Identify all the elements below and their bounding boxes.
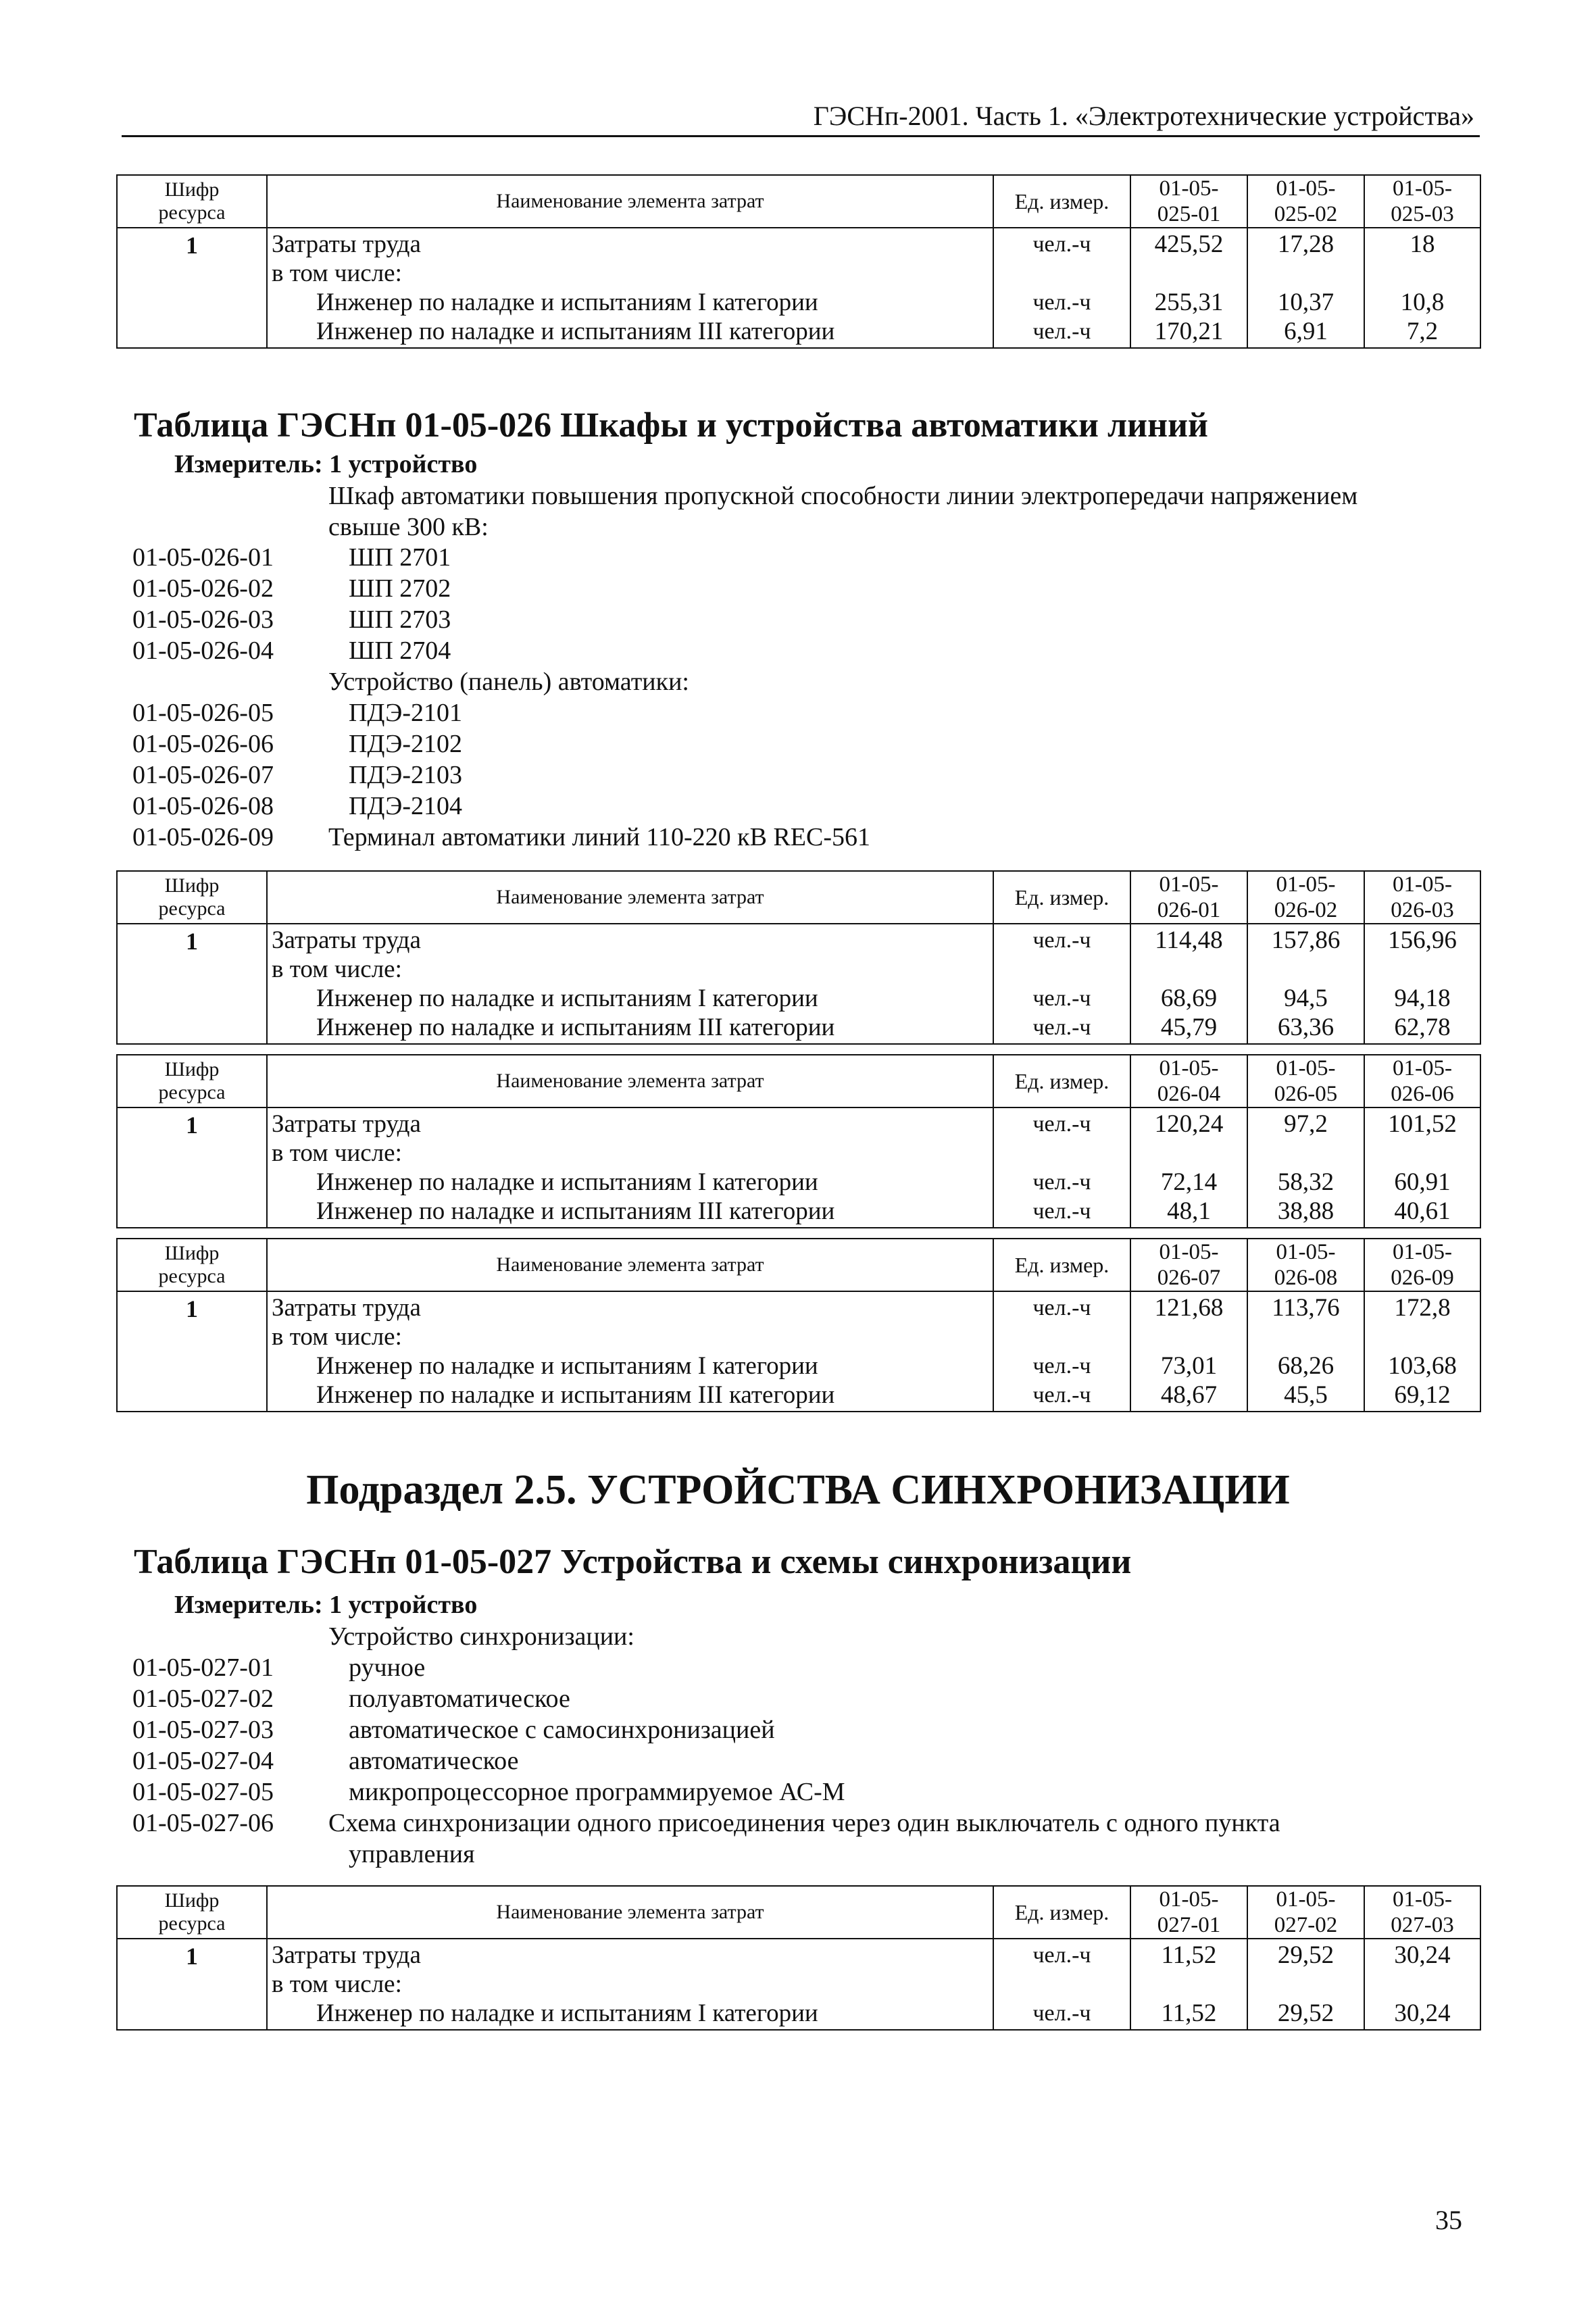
table-body-row <box>117 228 1480 348</box>
norm-table-027 <box>116 1885 1481 2031</box>
value-cells: 11,52 11,52 <box>1130 1939 1247 2030</box>
cost-element-names: Затраты труда в том числе: Инженер по наладке и испытаниям I категории Инженер по наладке и испытаниям III категории <box>267 924 993 1044</box>
item-code: 01-05-026-01 <box>132 543 274 572</box>
column-header-norm: 01-05- 026-08 <box>1247 1239 1364 1291</box>
column-header-norm: 01-05- 026-07 <box>1130 1239 1247 1291</box>
value-cells: 120,24 72,14 48,1 <box>1130 1107 1247 1228</box>
resource-code: 1 <box>117 1107 267 1228</box>
item-name: Схема синхронизации одного присоединения через один выключатель с одного пункта <box>328 1809 1280 1837</box>
column-header-norm: 01-05- 026-05 <box>1247 1055 1364 1107</box>
value-cells: 156,96 94,18 62,78 <box>1364 924 1480 1044</box>
item-name: ШП 2702 <box>349 574 451 603</box>
subheading: Устройство (панель) автоматики: <box>328 668 689 696</box>
table-header-row <box>117 1055 1480 1107</box>
item-code: 01-05-026-05 <box>132 699 274 727</box>
value-cells: 114,48 68,69 45,79 <box>1130 924 1247 1044</box>
subheading: Устройство синхронизации: <box>328 1622 634 1651</box>
item-code: 01-05-027-02 <box>132 1685 274 1713</box>
unit-cells: чел.-ч чел.-ч чел.-ч <box>993 1291 1130 1412</box>
column-header-unit: Ед. измер. <box>993 175 1130 228</box>
column-header-code: Шифр ресурса <box>117 1886 267 1939</box>
item-code: 01-05-026-09 <box>132 823 274 851</box>
item-name-continuation: управления <box>349 1840 475 1868</box>
item-code: 01-05-026-08 <box>132 792 274 820</box>
column-header-norm: 01-05- 026-06 <box>1364 1055 1480 1107</box>
column-header-norm: 01-05- 026-02 <box>1247 871 1364 924</box>
item-name: ШП 2703 <box>349 605 451 634</box>
item-code: 01-05-027-06 <box>132 1809 274 1837</box>
column-header-norm: 01-05- 027-01 <box>1130 1886 1247 1939</box>
item-code: 01-05-027-03 <box>132 1716 274 1744</box>
unit-cells: чел.-ч чел.-ч чел.-ч <box>993 1107 1130 1228</box>
value-cells: 18 10,8 7,2 <box>1364 228 1480 348</box>
item-name: ПДЭ-2102 <box>349 730 463 758</box>
column-header-norm: 01-05- 026-09 <box>1364 1239 1480 1291</box>
column-header-name: Наименование элемента затрат <box>267 1055 993 1107</box>
norm-table-026-1 <box>116 870 1481 1045</box>
item-code: 01-05-026-07 <box>132 761 274 789</box>
column-header-name: Наименование элемента затрат <box>267 1239 993 1291</box>
column-header-name: Наименование элемента затрат <box>267 871 993 924</box>
column-header-unit: Ед. измер. <box>993 871 1130 924</box>
column-header-name: Наименование элемента затрат <box>267 1886 993 1939</box>
value-cells: 101,52 60,91 40,61 <box>1364 1107 1480 1228</box>
cost-element-names: Затраты труда в том числе: Инженер по наладке и испытаниям I категории <box>267 1939 993 2030</box>
table-header-row <box>117 175 1480 228</box>
column-header-norm: 01-05- 027-02 <box>1247 1886 1364 1939</box>
column-header-code: Шифр ресурса <box>117 1239 267 1291</box>
intro-line: свыше 300 кВ: <box>328 513 489 541</box>
column-header-norm: 01-05- 026-01 <box>1130 871 1247 924</box>
column-header-code: Шифр ресурса <box>117 871 267 924</box>
unit-cells: чел.-ч чел.-ч чел.-ч <box>993 924 1130 1044</box>
item-name: автоматическое с самосинхронизацией <box>349 1716 775 1744</box>
column-header-norm: 01-05- 027-03 <box>1364 1886 1480 1939</box>
column-header-code: Шифр ресурса <box>117 1055 267 1107</box>
table-body-row <box>117 1939 1480 2030</box>
resource-code: 1 <box>117 1291 267 1412</box>
column-header-norm: 01-05- 025-02 <box>1247 175 1364 228</box>
header-rule <box>122 135 1480 137</box>
item-name: ПДЭ-2101 <box>349 699 463 727</box>
item-name: полуавтоматическое <box>349 1685 570 1713</box>
value-cells: 425,52 255,31 170,21 <box>1130 228 1247 348</box>
column-header-code: Шифр ресурса <box>117 175 267 228</box>
value-cells: 172,8 103,68 69,12 <box>1364 1291 1480 1412</box>
subsection-title: Подраздел 2.5. УСТРОЙСТВА СИНХРОНИЗАЦИИ <box>306 1467 1290 1513</box>
unit-cells: чел.-ч чел.-ч <box>993 1939 1130 2030</box>
column-header-norm: 01-05- 026-03 <box>1364 871 1480 924</box>
item-code: 01-05-026-04 <box>132 637 274 665</box>
resource-code: 1 <box>117 1939 267 2030</box>
section-title-026: Таблица ГЭСНп 01-05-026 Шкафы и устройства автоматики линий <box>134 406 1209 445</box>
item-name: микропроцессорное программируемое АС-М <box>349 1778 845 1806</box>
item-name: ПДЭ-2103 <box>349 761 463 789</box>
column-header-norm: 01-05- 025-03 <box>1364 175 1480 228</box>
table-body-row <box>117 1107 1480 1228</box>
section-title-027: Таблица ГЭСНп 01-05-027 Устройства и схемы синхронизации <box>134 1543 1132 1581</box>
item-name: автоматическое <box>349 1747 519 1775</box>
value-cells: 30,24 30,24 <box>1364 1939 1480 2030</box>
value-cells: 157,86 94,5 63,36 <box>1247 924 1364 1044</box>
item-name: ШП 2701 <box>349 543 451 572</box>
cost-element-names: Затраты труда в том числе: Инженер по наладке и испытаниям I категории Инженер по наладке и испытаниям III категории <box>267 1107 993 1228</box>
value-cells: 29,52 29,52 <box>1247 1939 1364 2030</box>
meter-026: Измеритель: 1 устройство <box>174 450 478 478</box>
item-name: ПДЭ-2104 <box>349 792 463 820</box>
value-cells: 121,68 73,01 48,67 <box>1130 1291 1247 1412</box>
item-name: ШП 2704 <box>349 637 451 665</box>
column-header-norm: 01-05- 026-04 <box>1130 1055 1247 1107</box>
resource-code: 1 <box>117 228 267 348</box>
page-number: 35 <box>1435 2205 1462 2235</box>
item-code: 01-05-027-04 <box>132 1747 274 1775</box>
meter-027: Измеритель: 1 устройство <box>174 1591 478 1619</box>
table-header-row <box>117 871 1480 924</box>
norm-table-026-3 <box>116 1238 1481 1412</box>
item-code: 01-05-026-02 <box>132 574 274 603</box>
unit-cells: чел.-ч чел.-ч чел.-ч <box>993 228 1130 348</box>
column-header-unit: Ед. измер. <box>993 1886 1130 1939</box>
value-cells: 113,76 68,26 45,5 <box>1247 1291 1364 1412</box>
intro-line: Шкаф автоматики повышения пропускной способности линии электропередачи напряжением <box>328 482 1358 510</box>
item-code: 01-05-026-06 <box>132 730 274 758</box>
cost-element-names: Затраты труда в том числе: Инженер по наладке и испытаниям I категории Инженер по наладке и испытаниям III категории <box>267 228 993 348</box>
item-name: ручное <box>349 1653 426 1682</box>
item-code: 01-05-027-01 <box>132 1653 274 1682</box>
column-header-norm: 01-05- 025-01 <box>1130 175 1247 228</box>
resource-code: 1 <box>117 924 267 1044</box>
column-header-unit: Ед. измер. <box>993 1055 1130 1107</box>
item-code: 01-05-026-03 <box>132 605 274 634</box>
value-cells: 97,2 58,32 38,88 <box>1247 1107 1364 1228</box>
table-body-row <box>117 1291 1480 1412</box>
column-header-name: Наименование элемента затрат <box>267 175 993 228</box>
norm-table-026-2 <box>116 1054 1481 1228</box>
value-cells: 17,28 10,37 6,91 <box>1247 228 1364 348</box>
cost-element-names: Затраты труда в том числе: Инженер по наладке и испытаниям I категории Инженер по наладке и испытаниям III категории <box>267 1291 993 1412</box>
table-header-row <box>117 1886 1480 1939</box>
item-name: Терминал автоматики линий 110-220 кВ REC-561 <box>328 823 871 851</box>
running-header: ГЭСНп-2001. Часть 1. «Электротехнические устройства» <box>813 101 1474 131</box>
table-body-row <box>117 924 1480 1044</box>
table-header-row <box>117 1239 1480 1291</box>
item-code: 01-05-027-05 <box>132 1778 274 1806</box>
norm-table-025 <box>116 174 1481 349</box>
column-header-unit: Ед. измер. <box>993 1239 1130 1291</box>
